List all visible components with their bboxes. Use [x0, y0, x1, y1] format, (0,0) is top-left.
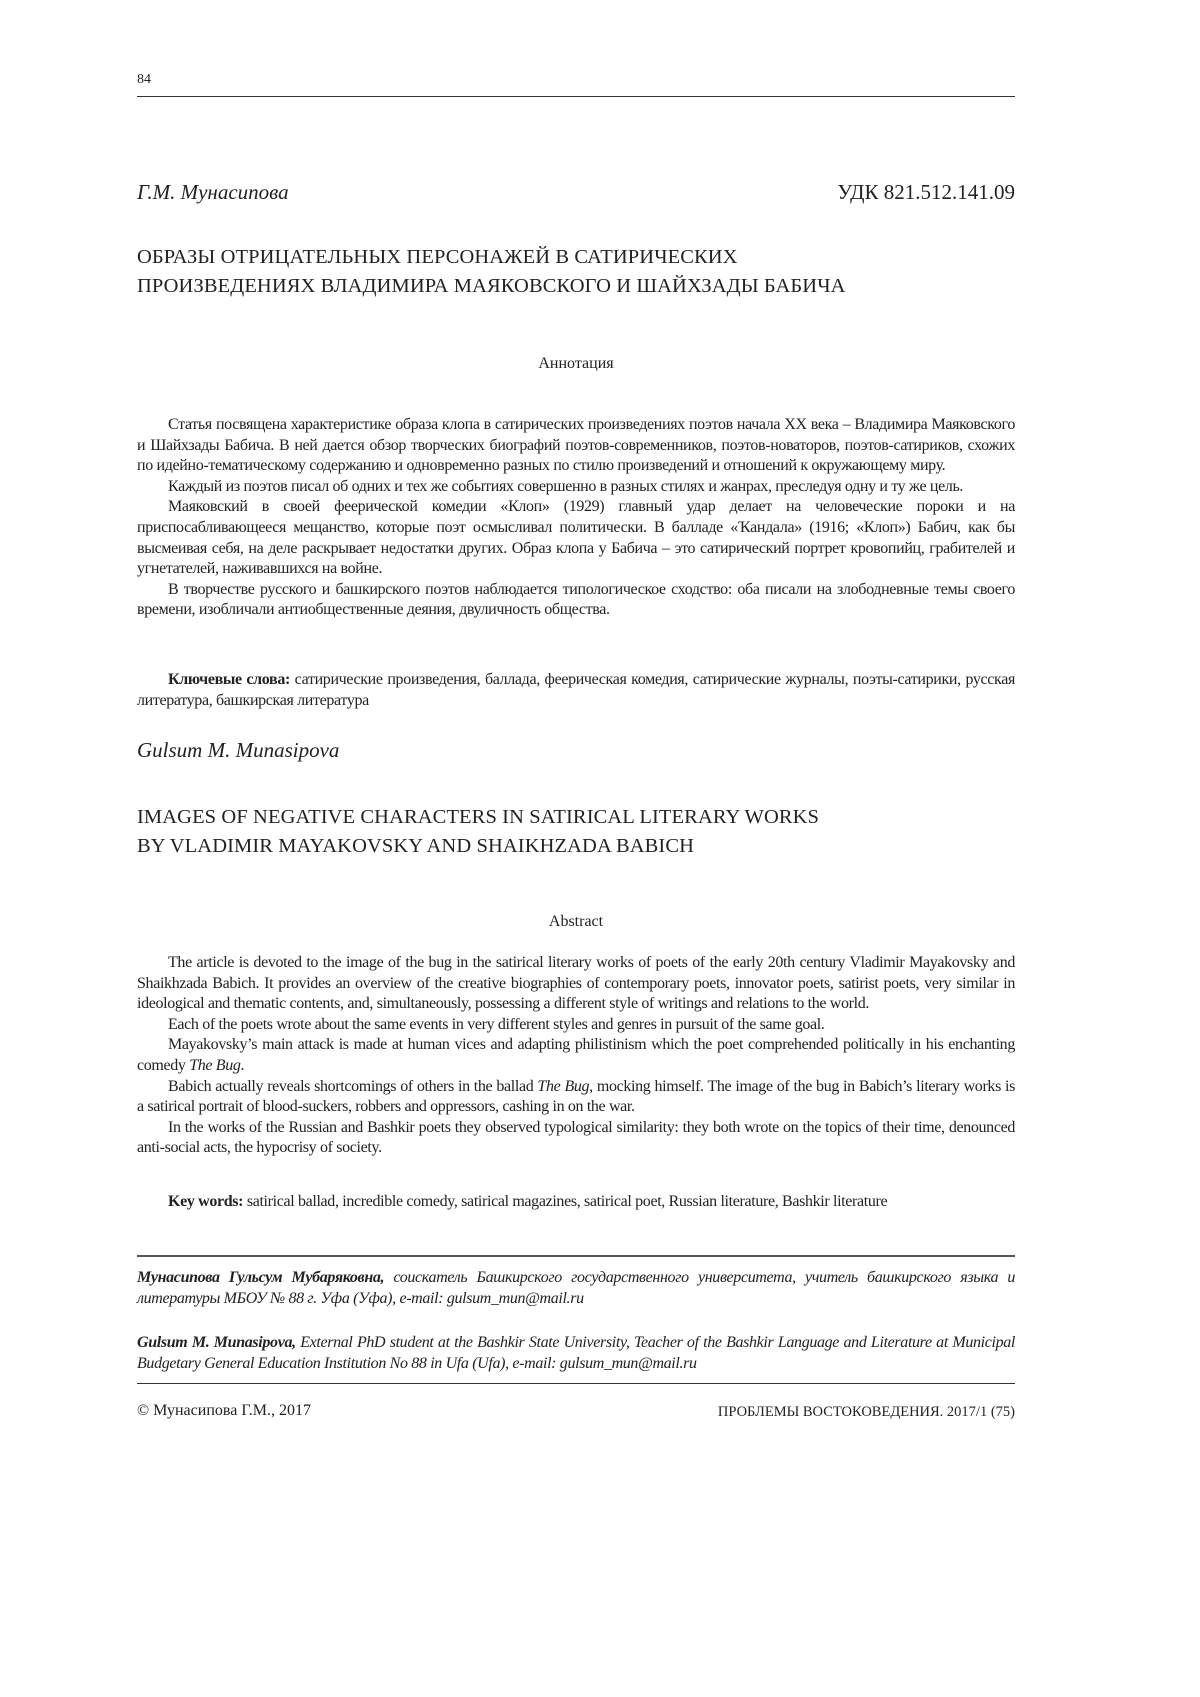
keywords-en: [137, 1192, 1015, 1213]
author-name: Мунасипова Гульсум Мубаряковна,: [137, 1269, 385, 1286]
author-name: Gulsum M. Munasipova,: [137, 1334, 296, 1351]
journal-name: ПРОБЛЕМЫ ВОСТОКОВЕДЕНИЯ. 2017/1 (75): [717, 1404, 1015, 1420]
abstract-en: [137, 953, 1015, 1159]
keywords-text: satirical ballad, incredible comedy, satirical magazines, satirical poet, Russian literature, Bashkir literature: [243, 1193, 888, 1210]
abstract-ru: [137, 415, 1015, 621]
paragraph: In the works of the Russian and Bashkir poets they observed typological similarity: they both wrote on the topics of their time, denounced anti-social acts, the hypocrisy of society.: [137, 1118, 1015, 1157]
header-rule: [137, 96, 1015, 97]
title-line: ОБРАЗЫ ОТРИЦАТЕЛЬНЫХ ПЕРСОНАЖЕЙ В САТИРИЧЕСКИХ: [137, 246, 738, 268]
author-bio-ru: Мунасипова Гульсум Мубаряковна, соискатель Башкирского государственного университета, учитель башкирского языка и литературы МБОУ № 88 г. Уфа (Уфа), e-mail: gulsum_mun@mail.ru: [137, 1269, 1015, 1307]
author-en: Gulsum M. Munasipova: [137, 738, 340, 762]
footer-rule: [137, 1383, 1015, 1384]
author-bio-en: Gulsum M. Munasipova, External PhD student at the Bashkir State University, Teacher of the Bashkir Language and Literature at Municipal Budgetary General Education Institution No 88 in Ufa (Ufa), e-mail: gulsum_mun@mail.ru: [137, 1334, 1015, 1372]
paragraph: Каждый из поэтов писал об одних и тех же событиях совершенно в разных стилях и жанрах, преследуя одну и ту же цель.: [168, 477, 964, 495]
paragraph: Babich actually reveals shortcomings of others in the ballad The Bug, mocking himself. The image of the bug in Babich’s literary works is a satirical portrait of blood-suckers, robbers and oppressors, cashing in on the war.: [137, 1077, 1015, 1116]
title-line: BY VLADIMIR MAYAKOVSKY AND SHAIKHZADA BABICH: [137, 835, 694, 857]
article-title-ru: [137, 243, 1015, 301]
abstract-heading-ru: Аннотация: [538, 355, 614, 372]
paragraph: Статья посвящена характеристике образа клопа в сатирических произведениях поэтов начала XX века – Владимира Маяковского и Шайхзады Бабича. В ней дается обзор творческих биографий поэтов-современников, поэтов-новаторов, поэтов-сатириков, схожих по идейно-тематическому содержанию и одновременно разных по стилю произведений и отношений к окружающему миру.: [137, 416, 1015, 475]
bio-rule: [137, 1255, 1015, 1257]
keywords-text: сатирические произведения, баллада, феерическая комедия, сатирические журналы, поэты-сатирики, русская литература, башкирская литература: [137, 671, 1015, 709]
abstract-heading-en: Abstract: [548, 913, 604, 930]
copyright: © Мунасипова Г.М., 2017: [137, 1402, 311, 1419]
author-ru: Г.М. Мунасипова: [137, 180, 289, 204]
paragraph: Mayakovsky’s main attack is made at human vices and adapting philistinism which the poet comprehended politically in his enchanting comedy The Bug.: [137, 1036, 1015, 1074]
keywords-ru: [137, 670, 1015, 711]
work-title: The Bug: [537, 1077, 590, 1095]
udc-code: УДК 821.512.141.09: [837, 180, 1015, 204]
page-number: 84: [137, 72, 151, 87]
article-title-en: [137, 803, 1015, 861]
title-line: IMAGES OF NEGATIVE CHARACTERS IN SATIRICAL LITERARY WORKS: [137, 806, 820, 828]
keywords-label: Key words:: [168, 1193, 244, 1210]
keywords-label: Ключевые слова:: [168, 671, 290, 688]
paragraph: Each of the poets wrote about the same events in very different styles and genres in pursuit of the same goal.: [168, 1015, 825, 1033]
paragraph: Маяковский в своей феерической комедии «Клоп» (1929) главный удар делает на человеческие пороки и на приспосабливающееся мещанство, которые поэт осмысливал политически. В балладе «Ҡандала» (1916; «Клоп») Бабич, как бы высмеивая себя, на деле раскрывает недостатки других. Образ клопа у Бабича – это сатирический портрет кровопийц, грабителей и угнетателей, наживавшихся на войне.: [137, 498, 1015, 578]
paragraph: В творчестве русского и башкирского поэтов наблюдается типологическое сходство: оба писали на злободневные темы своего времени, изобличали антиобщественные деяния, двуличность общества.: [137, 580, 1015, 619]
work-title: The Bug: [189, 1056, 241, 1074]
title-line: ПРОИЗВЕДЕНИЯХ ВЛАДИМИРА МАЯКОВСКОГО И ШАЙХЗАДЫ БАБИЧА: [137, 275, 846, 297]
paragraph: The article is devoted to the image of the bug in the satirical literary works of poets of the early 20th century Vladimir Mayakovsky and Shaikhzada Babich. It provides an overview of the creative biographies of contemporary poets, innovator poets, satirist poets, very similar in ideological and thematic contents, and, simultaneously, possessing a different style of writings and relations to the world.: [137, 954, 1015, 1013]
